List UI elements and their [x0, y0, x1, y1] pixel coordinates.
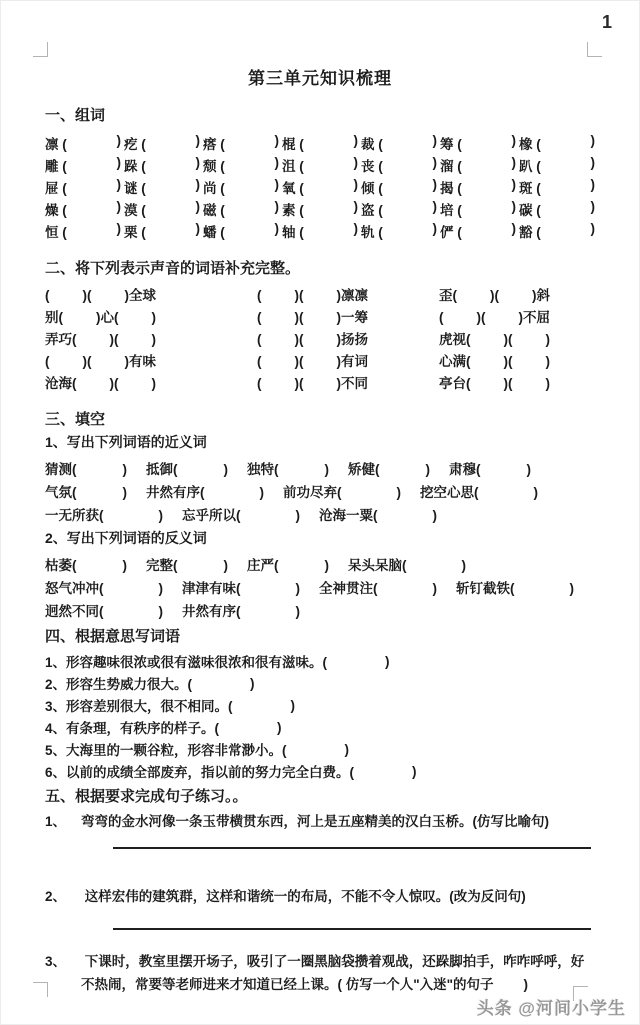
zuci-character: 疙 ( — [124, 137, 146, 152]
zuci-character: 磁 ( — [203, 203, 225, 218]
antonym-row — [45, 552, 595, 575]
zuci-close-paren: ) — [511, 155, 516, 170]
antonym-item: 怒气冲冲( ) — [45, 580, 163, 596]
subheading-antonyms: 2、写出下列词语的反义词 — [45, 530, 207, 546]
synonym-item: 气氛( ) — [45, 484, 127, 500]
idiom-blank-item: 亭台( )( ) — [439, 376, 550, 391]
zuci-character: 丧 ( — [361, 159, 383, 174]
zuci-close-paren: ) — [590, 155, 595, 170]
blank-space — [499, 299, 532, 300]
blank-space — [241, 519, 296, 520]
zuci-character: 尚 ( — [203, 181, 225, 196]
blank-space — [471, 387, 504, 388]
synonym-item: 井然有序( ) — [146, 484, 264, 500]
antonym-item: 井然有序( ) — [182, 603, 300, 619]
section-heading-tiankong: 三、填空 — [45, 411, 106, 428]
zuci-cell — [124, 221, 200, 241]
blank-space — [380, 473, 426, 474]
zuci-character: 素 ( — [282, 203, 304, 218]
definition-item: 1、形容趣味很浓或很有滋味很浓和很有滋味。( ) — [45, 653, 390, 670]
zuci-close-paren: ) — [590, 199, 595, 214]
blank-space — [241, 592, 296, 593]
idiom-blank-item: ( )( )一筹 — [257, 310, 368, 325]
synonym-item: 矫健( ) — [348, 461, 430, 477]
zuci-character: 沮 ( — [282, 159, 304, 174]
zuci-row — [45, 198, 595, 220]
antonym-rows — [45, 552, 595, 621]
zuci-character: 瘩 ( — [203, 137, 225, 152]
shengyin-row — [45, 371, 595, 393]
blank-space — [513, 343, 546, 344]
zuci-character: 轨 ( — [361, 225, 383, 240]
zuci-character: 裁 ( — [361, 137, 383, 152]
blank-space — [77, 473, 123, 474]
zuci-close-paren: ) — [353, 133, 358, 148]
blank-space — [63, 321, 96, 322]
zuci-close-paren: ) — [195, 199, 200, 214]
zuci-character: 谜 ( — [124, 181, 146, 196]
blank-space — [178, 473, 224, 474]
zuci-character: 雕 ( — [45, 159, 67, 174]
zuci-character: 趴 ( — [519, 159, 541, 174]
zuci-close-paren: ) — [195, 177, 200, 192]
blank-space — [481, 473, 527, 474]
zuci-cell — [45, 133, 121, 153]
blank-space — [513, 365, 546, 366]
section-heading-yisi: 四、根据意思写词语 — [45, 628, 181, 645]
definition-item: 3、形容差别很大，很不相同。( ) — [45, 697, 296, 714]
blank-space — [119, 321, 152, 322]
zuci-cell — [203, 177, 279, 197]
synonym-rows — [45, 456, 595, 525]
zuci-close-paren: ) — [195, 221, 200, 236]
synonym-item: 一无所获( ) — [45, 507, 163, 523]
shengyin-row — [45, 283, 595, 305]
zuci-close-paren: ) — [353, 199, 358, 214]
zuci-close-paren: ) — [116, 155, 121, 170]
zuci-character: 棍 ( — [282, 137, 304, 152]
zuci-character: 漠 ( — [124, 203, 146, 218]
zuci-cell — [519, 221, 595, 241]
answer-line — [113, 847, 591, 849]
zuci-close-paren: ) — [195, 133, 200, 148]
zuci-close-paren: ) — [511, 221, 516, 236]
definition-item: 2、形容生势威力很大。( ) — [45, 675, 255, 692]
section-heading-zuci: 一、组词 — [45, 107, 106, 124]
blank-space — [304, 299, 337, 300]
zuci-cell — [440, 177, 516, 197]
idiom-blank-item: ( )( )扬扬 — [257, 332, 368, 347]
blank-space — [304, 321, 337, 322]
blank-space — [486, 321, 519, 322]
zuci-cell — [124, 199, 200, 219]
zuci-character: 倾 ( — [361, 181, 383, 196]
zuci-close-paren: ) — [116, 221, 121, 236]
zuci-character: 恒 ( — [45, 225, 67, 240]
definition-item: 6、以前的成绩全部废弃，指以前的努力完全白费。( ) — [45, 763, 417, 780]
zuci-close-paren: ) — [511, 133, 516, 148]
antonym-row — [45, 598, 595, 621]
juzi-items — [45, 810, 595, 996]
zuci-cell — [440, 133, 516, 153]
zuci-cell — [361, 133, 437, 153]
blank-space — [354, 771, 412, 772]
zuci-cell — [440, 155, 516, 175]
zuci-character: 氧 ( — [282, 181, 304, 196]
blank-space — [50, 365, 83, 366]
zuci-character: 跺 ( — [124, 159, 146, 174]
blank-space — [104, 615, 159, 616]
zuci-character: 筹 ( — [440, 137, 462, 152]
zuci-close-paren: ) — [353, 155, 358, 170]
blank-space — [205, 496, 260, 497]
zuci-row — [45, 176, 595, 198]
idiom-blank-item: ( )( )不屈 — [439, 310, 550, 325]
zuci-cell — [282, 221, 358, 241]
sentence-text: 下课时，教室里摆开场子，吸引了一圈黑脑袋攒着观战，还跺脚拍手，咋咋呼呼，好不热闹，常要等老师进来才知道已经上课。( 仿写一个人"入迷"的句子 ) — [81, 954, 585, 992]
synonym-row — [45, 502, 595, 525]
shengyin-grid — [45, 283, 595, 393]
blank-space — [479, 496, 534, 497]
document-title: 第三单元知识梳理 — [248, 69, 392, 88]
zuci-cell — [282, 155, 358, 175]
idiom-blank-item: 心满( )( ) — [439, 354, 550, 369]
definition-item: 5、大海里的一颗谷粒，形容非常渺小。( ) — [45, 741, 350, 758]
shengyin-row — [45, 327, 595, 349]
blank-space — [378, 519, 433, 520]
blank-space — [92, 365, 125, 366]
synonym-item: 沧海一粟( ) — [319, 507, 437, 523]
definition-item: 4、有条理，有秩序的样子。( ) — [45, 719, 282, 736]
synonym-item: 挖空心思( ) — [420, 484, 538, 500]
zuci-close-paren: ) — [511, 199, 516, 214]
blank-space — [77, 343, 110, 344]
zuci-cell — [282, 177, 358, 197]
zuci-character: 蟠 ( — [203, 225, 225, 240]
zuci-close-paren: ) — [274, 199, 279, 214]
shengyin-row — [45, 305, 595, 327]
zuci-row — [45, 154, 595, 176]
blank-space — [407, 569, 462, 570]
shengyin-row — [45, 349, 595, 371]
zuci-cell — [124, 177, 200, 197]
zuci-close-paren: ) — [195, 155, 200, 170]
zuci-character: 燥 ( — [45, 203, 67, 218]
synonym-item: 肃穆( ) — [449, 461, 531, 477]
zuci-cell — [440, 199, 516, 219]
idiom-blank-item: 弄巧( )( ) — [45, 332, 156, 347]
subheading-synonyms: 1、写出下列词语的近义词 — [45, 434, 207, 450]
antonym-row — [45, 575, 595, 598]
zuci-cell — [282, 199, 358, 219]
zuci-close-paren: ) — [432, 155, 437, 170]
zuci-row — [45, 220, 595, 242]
blank-space — [304, 365, 337, 366]
zuci-close-paren: ) — [353, 221, 358, 236]
zuci-close-paren: ) — [432, 221, 437, 236]
zuci-character: 斑 ( — [519, 181, 541, 196]
zuci-cell — [519, 133, 595, 153]
antonym-item: 迥然不同( ) — [45, 603, 163, 619]
zuci-close-paren: ) — [353, 177, 358, 192]
zuci-cell — [124, 133, 200, 153]
answer-line — [113, 928, 591, 930]
antonym-item: 呆头呆脑( ) — [348, 557, 466, 573]
synonym-item: 抵御( ) — [146, 461, 228, 477]
sentence-number: 3、 — [45, 954, 67, 969]
zuci-character: 俨 ( — [440, 225, 462, 240]
watermark: 头条 @河间小学生 — [476, 999, 626, 1018]
zuci-grid — [45, 132, 595, 242]
zuci-close-paren: ) — [274, 155, 279, 170]
idiom-blank-item: ( )( )不同 — [257, 376, 368, 391]
zuci-cell — [519, 177, 595, 197]
zuci-close-paren: ) — [590, 221, 595, 236]
zuci-cell — [440, 221, 516, 241]
blank-space — [50, 299, 83, 300]
zuci-close-paren: ) — [274, 133, 279, 148]
zuci-character: 豁 ( — [519, 225, 541, 240]
zuci-cell — [45, 155, 121, 175]
blank-space — [342, 496, 397, 497]
blank-space — [471, 343, 504, 344]
zuci-close-paren: ) — [116, 199, 121, 214]
zuci-character: 盗 ( — [361, 203, 383, 218]
blank-space — [77, 496, 123, 497]
blank-space — [262, 387, 295, 388]
blank-space — [262, 299, 295, 300]
zuci-character: 屉 ( — [45, 181, 67, 196]
zuci-cell — [203, 133, 279, 153]
antonym-item: 津津有味( ) — [182, 580, 300, 596]
blank-space — [77, 387, 110, 388]
blank-space — [104, 519, 159, 520]
blank-space — [471, 365, 504, 366]
idiom-blank-item: ( )( )凛凛 — [257, 288, 368, 303]
zuci-character: 轴 ( — [282, 225, 304, 240]
zuci-cell — [203, 199, 279, 219]
blank-space — [104, 592, 159, 593]
zuci-close-paren: ) — [116, 177, 121, 192]
sentence-item — [45, 810, 595, 833]
blank-space — [378, 592, 433, 593]
idiom-blank-item: 沧海( )( ) — [45, 376, 156, 391]
blank-space — [262, 343, 295, 344]
zuci-close-paren: ) — [116, 133, 121, 148]
sentence-item — [45, 885, 595, 908]
zuci-cell — [282, 133, 358, 153]
zuci-character: 栗 ( — [124, 225, 146, 240]
antonym-item: 完整( ) — [146, 557, 228, 573]
zuci-cell — [519, 199, 595, 219]
blank-space — [178, 569, 224, 570]
blank-space — [262, 365, 295, 366]
section-heading-shengyin: 二、将下列表示声音的词语补充完整。 — [45, 260, 301, 277]
zuci-close-paren: ) — [432, 199, 437, 214]
blank-space — [119, 343, 152, 344]
idiom-blank-item: ( )( )全球 — [45, 288, 156, 303]
blank-space — [287, 749, 345, 750]
sentence-item — [45, 950, 595, 996]
idiom-blank-item: 虎视( )( ) — [439, 332, 550, 347]
zuci-character: 橡 ( — [519, 137, 541, 152]
synonym-item: 独特( ) — [247, 461, 329, 477]
sentence-number: 2、 — [45, 889, 67, 904]
idiom-blank-item: 歪( )( )斜 — [439, 288, 550, 303]
zuci-cell — [45, 221, 121, 241]
zuci-cell — [203, 155, 279, 175]
blank-space — [304, 387, 337, 388]
zuci-close-paren: ) — [511, 177, 516, 192]
zuci-cell — [45, 199, 121, 219]
zuci-cell — [361, 177, 437, 197]
blank-space — [279, 569, 325, 570]
page-number: 1 — [602, 12, 613, 32]
idiom-blank-item: ( )( )有词 — [257, 354, 368, 369]
blank-space — [119, 387, 152, 388]
sentence-number: 1、 — [45, 814, 67, 829]
blank-space — [77, 569, 123, 570]
zuci-cell — [124, 155, 200, 175]
zuci-close-paren: ) — [590, 133, 595, 148]
synonym-item: 忘乎所以( ) — [182, 507, 300, 523]
zuci-close-paren: ) — [590, 177, 595, 192]
blank-space — [233, 705, 291, 706]
synonym-row — [45, 479, 595, 502]
blank-space — [457, 299, 490, 300]
blank-space — [444, 321, 477, 322]
synonym-item: 前功尽弃( ) — [283, 484, 401, 500]
zuci-character: 溜 ( — [440, 159, 462, 174]
zuci-close-paren: ) — [274, 177, 279, 192]
antonym-item: 枯萎( ) — [45, 557, 127, 573]
zuci-close-paren: ) — [432, 133, 437, 148]
blank-space — [192, 683, 250, 684]
yisi-items — [45, 650, 595, 782]
blank-space — [513, 387, 546, 388]
blank-space — [219, 727, 277, 728]
zuci-cell — [45, 177, 121, 197]
antonym-item: 庄严( ) — [247, 557, 329, 573]
zuci-character: 培 ( — [440, 203, 462, 218]
zuci-close-paren: ) — [432, 177, 437, 192]
antonym-item: 斩钉截铁( ) — [456, 580, 574, 596]
zuci-cell — [361, 221, 437, 241]
blank-space — [304, 343, 337, 344]
zuci-character: 碳 ( — [519, 203, 541, 218]
blank-space — [262, 321, 295, 322]
zuci-row — [45, 132, 595, 154]
synonym-row — [45, 456, 595, 479]
zuci-cell — [519, 155, 595, 175]
zuci-character: 揭 ( — [440, 181, 462, 196]
synonym-item: 猜测( ) — [45, 461, 127, 477]
section-heading-juzi: 五、根据要求完成句子练习。。 — [45, 788, 248, 805]
zuci-close-paren: ) — [274, 221, 279, 236]
zuci-cell — [361, 155, 437, 175]
blank-space — [279, 473, 325, 474]
blank-space — [327, 661, 385, 662]
blank-space — [241, 615, 296, 616]
zuci-character: 颓 ( — [203, 159, 225, 174]
antonym-item: 全神贯注( ) — [319, 580, 437, 596]
zuci-cell — [361, 199, 437, 219]
zuci-character: 凛 ( — [45, 137, 67, 152]
idiom-blank-item: 别( )心( ) — [45, 310, 156, 325]
zuci-cell — [203, 221, 279, 241]
sentence-text: 弯弯的金水河像一条玉带横贯东西，河上是五座精美的汉白玉桥。(仿写比喻句) — [81, 814, 549, 829]
idiom-blank-item: ( )( )有味 — [45, 354, 156, 369]
blank-space — [515, 592, 570, 593]
blank-space — [92, 299, 125, 300]
sentence-text: 这样宏伟的建筑群，这样和谐统一的布局，不能不令人惊叹。(改为反问句) — [81, 889, 526, 904]
